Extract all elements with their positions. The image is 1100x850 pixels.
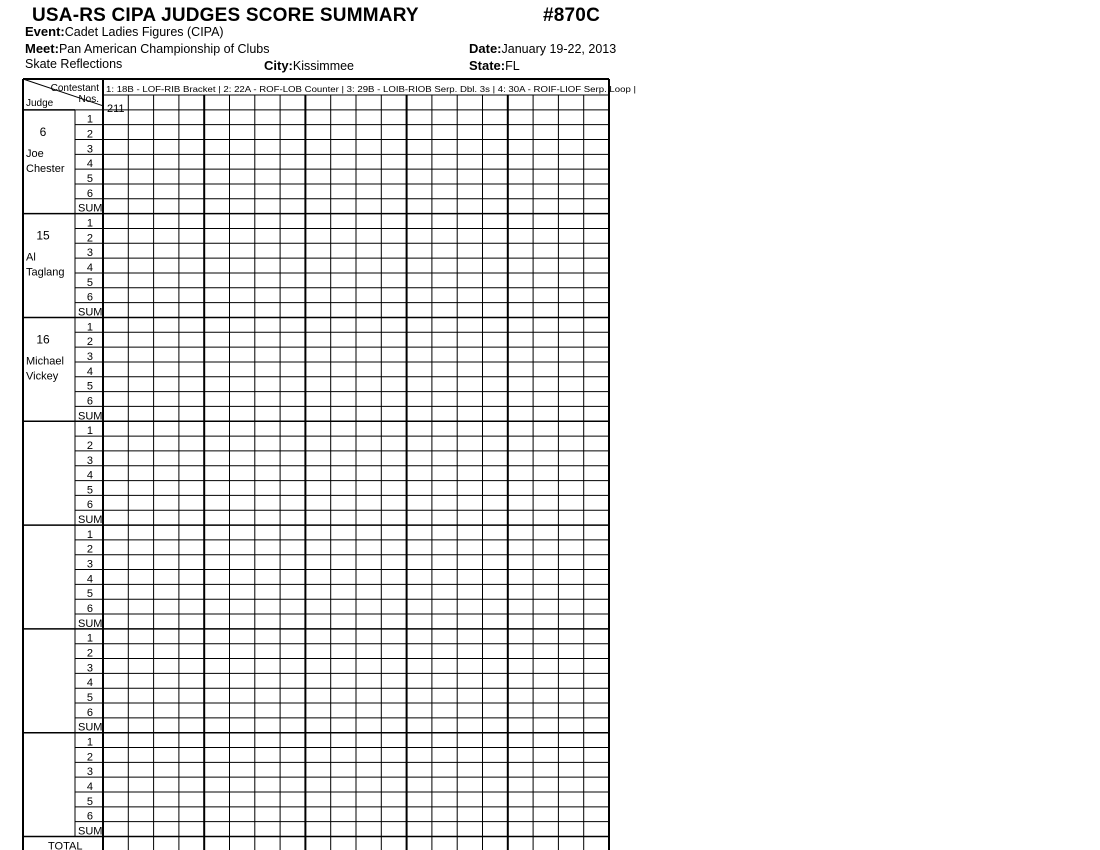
judge-first-name: Joe [26,147,44,160]
score-row-label: 6 [86,499,93,512]
score-row-label: 4 [86,781,93,794]
score-row-label: 5 [86,588,93,601]
city-label: City: [264,58,293,73]
state-value: FL [505,59,520,73]
meet-label: Meet: [25,41,59,56]
score-row-label: 6 [86,187,93,200]
event-label: Event: [25,24,65,39]
score-row-label: 1 [86,528,93,541]
sum-row-label: SUM [78,410,103,423]
score-row-label: 3 [86,350,93,363]
host-club: Skate Reflections [25,57,123,71]
score-row-label: 2 [86,232,93,245]
score-row-label: 1 [86,425,93,438]
meet-value: Pan American Championship of Clubs [58,42,270,56]
score-row-label: 2 [86,647,93,660]
judge-last-name: Taglang [26,266,65,279]
score-row-label: 1 [86,632,93,645]
figures-header: 1: 18B - LOF-RIB Bracket | 2: 22A - ROF-LOB Counter | 3: 29B - LOIB-RIOB Serp. Dbl. 3s | 4: 30A - ROIF-LIOF Serp. Loop | [106,84,636,94]
score-row-label: 4 [86,573,93,586]
judge-number: 15 [36,228,50,243]
date-value: January 19-22, 2013 [501,42,617,56]
score-row-label: 5 [86,380,93,393]
sum-row-label: SUM [78,202,103,215]
contestant-number: 211 [107,102,125,115]
total-row-label: TOTAL [48,840,83,850]
score-row-label: 3 [86,558,93,571]
score-row-label: 4 [86,158,93,171]
score-row-label: 1 [86,736,93,749]
event-value: Cadet Ladies Figures (CIPA) [64,25,224,39]
score-row-label: 5 [86,276,93,289]
sum-row-label: SUM [78,617,103,630]
score-row-label: 4 [86,261,93,274]
score-row-label: 4 [86,469,93,482]
contestant-header-label: Contestant [50,83,99,94]
score-row-label: 4 [86,677,93,690]
sum-row-label: SUM [78,825,103,838]
score-row-label: 3 [86,143,93,156]
score-row-label: 5 [86,795,93,808]
judge-last-name: Vickey [26,370,59,383]
state-label: State: [469,58,506,73]
score-row-label: 5 [86,172,93,185]
score-row-label: 6 [86,706,93,719]
score-row-label: 6 [86,810,93,823]
judge-first-name: Michael [26,355,64,368]
page-title: USA-RS CIPA JUDGES SCORE SUMMARY [32,5,419,26]
sum-row-label: SUM [78,514,103,527]
city-value: Kissimmee [292,59,355,73]
score-row-label: 1 [86,217,93,230]
score-row-label: 3 [86,454,93,467]
score-row-label: 2 [86,439,93,452]
score-row-label: 6 [86,603,93,616]
judge-last-name: Chester [26,162,65,175]
score-row-label: 1 [86,113,93,126]
score-row-label: 2 [86,128,93,141]
judge-first-name: Al [26,251,36,264]
sum-row-label: SUM [78,721,103,734]
sum-row-label: SUM [78,306,103,319]
judge-number: 16 [36,332,50,347]
nos-header-label: Nos. [78,94,99,105]
score-row-label: 5 [86,484,93,497]
score-row-label: 6 [86,291,93,304]
judge-header-label: Judge [26,98,54,109]
score-row-label: 2 [86,336,93,349]
score-row-label: 3 [86,766,93,779]
form-number: #870C [543,5,600,26]
score-row-label: 5 [86,692,93,705]
date-label: Date: [469,41,502,56]
score-row-label: 3 [86,247,93,260]
score-row-label: 6 [86,395,93,408]
score-row-label: 3 [86,662,93,675]
score-row-label: 2 [86,543,93,556]
score-row-label: 4 [86,365,93,378]
score-row-label: 2 [86,751,93,764]
score-row-label: 1 [86,321,93,334]
judge-number: 6 [39,124,47,139]
